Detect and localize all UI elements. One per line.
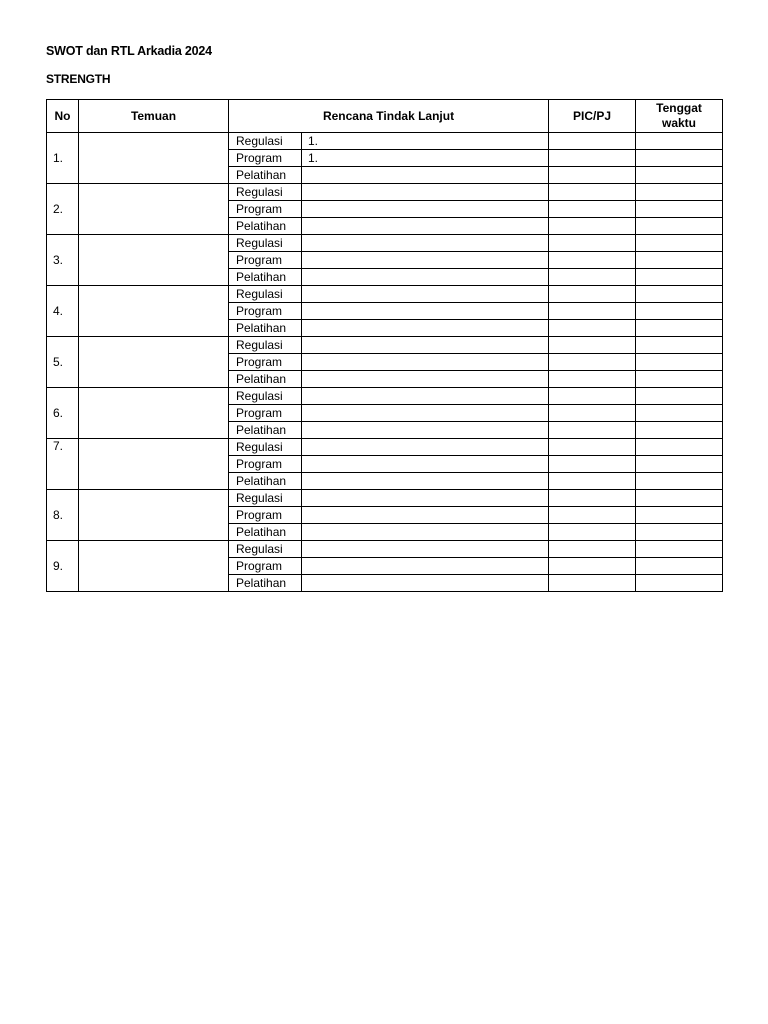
header-rencana: Rencana Tindak Lanjut — [229, 100, 549, 133]
deadline-cell[interactable] — [636, 558, 723, 575]
deadline-cell[interactable] — [636, 269, 723, 286]
deadline-cell[interactable] — [636, 405, 723, 422]
category-cell: Program — [229, 405, 302, 422]
pic-cell[interactable] — [549, 354, 636, 371]
deadline-cell[interactable] — [636, 541, 723, 558]
table-row — [47, 541, 723, 558]
rtl-table — [46, 99, 723, 592]
category-cell: Regulasi — [229, 388, 302, 405]
category-cell: Regulasi — [229, 439, 302, 456]
temuan-cell[interactable] — [79, 541, 229, 592]
action-cell[interactable] — [302, 201, 549, 218]
temuan-cell[interactable] — [79, 337, 229, 388]
header-temuan: Temuan — [79, 100, 229, 133]
action-cell[interactable] — [302, 439, 549, 456]
category-cell: Pelatihan — [229, 269, 302, 286]
category-cell: Regulasi — [229, 490, 302, 507]
row-number: 3. — [47, 235, 79, 286]
pic-cell[interactable] — [549, 575, 636, 592]
pic-cell[interactable] — [549, 371, 636, 388]
header-no: No — [47, 100, 79, 133]
category-cell: Regulasi — [229, 337, 302, 354]
row-number: 9. — [47, 541, 79, 592]
action-cell[interactable] — [302, 167, 549, 184]
category-cell: Regulasi — [229, 235, 302, 252]
pic-cell[interactable] — [549, 388, 636, 405]
action-cell[interactable] — [302, 303, 549, 320]
pic-cell[interactable] — [549, 337, 636, 354]
category-cell: Pelatihan — [229, 575, 302, 592]
category-cell: Program — [229, 456, 302, 473]
category-cell: Program — [229, 354, 302, 371]
deadline-cell[interactable] — [636, 575, 723, 592]
row-number: 6. — [47, 388, 79, 439]
action-cell[interactable] — [302, 558, 549, 575]
action-cell[interactable] — [302, 286, 549, 303]
action-cell[interactable] — [302, 575, 549, 592]
action-cell[interactable] — [302, 422, 549, 439]
pic-cell[interactable] — [549, 405, 636, 422]
deadline-cell[interactable] — [636, 167, 723, 184]
action-cell[interactable] — [302, 541, 549, 558]
action-cell[interactable] — [302, 354, 549, 371]
table-row — [47, 439, 723, 456]
temuan-cell[interactable] — [79, 439, 229, 490]
category-cell: Program — [229, 150, 302, 167]
category-cell: Pelatihan — [229, 218, 302, 235]
pic-cell[interactable] — [549, 320, 636, 337]
pic-cell[interactable] — [549, 150, 636, 167]
deadline-cell[interactable] — [636, 524, 723, 541]
deadline-cell[interactable] — [636, 439, 723, 456]
action-cell[interactable] — [302, 490, 549, 507]
row-number: 1. — [47, 133, 79, 184]
deadline-cell[interactable] — [636, 473, 723, 490]
action-cell[interactable] — [302, 524, 549, 541]
deadline-cell[interactable] — [636, 320, 723, 337]
pic-cell[interactable] — [549, 167, 636, 184]
category-cell: Regulasi — [229, 133, 302, 150]
row-number: 4. — [47, 286, 79, 337]
action-cell[interactable]: 1. — [302, 150, 549, 167]
category-cell: Regulasi — [229, 286, 302, 303]
category-cell: Pelatihan — [229, 167, 302, 184]
action-cell[interactable] — [302, 320, 549, 337]
pic-cell[interactable] — [549, 473, 636, 490]
row-number: 8. — [47, 490, 79, 541]
pic-cell[interactable] — [549, 490, 636, 507]
pic-cell[interactable] — [549, 558, 636, 575]
action-cell[interactable] — [302, 252, 549, 269]
action-cell[interactable] — [302, 218, 549, 235]
table-row — [47, 133, 723, 150]
category-cell: Program — [229, 201, 302, 218]
deadline-cell[interactable] — [636, 286, 723, 303]
temuan-cell[interactable] — [79, 490, 229, 541]
deadline-cell[interactable] — [636, 490, 723, 507]
pic-cell[interactable] — [549, 439, 636, 456]
action-cell[interactable] — [302, 473, 549, 490]
action-cell[interactable] — [302, 371, 549, 388]
action-cell[interactable] — [302, 269, 549, 286]
section-title: STRENGTH — [46, 72, 111, 86]
category-cell: Regulasi — [229, 184, 302, 201]
temuan-cell[interactable] — [79, 184, 229, 235]
table-row — [47, 184, 723, 201]
pic-cell[interactable] — [549, 456, 636, 473]
pic-cell[interactable] — [549, 422, 636, 439]
pic-cell[interactable] — [549, 269, 636, 286]
deadline-cell[interactable] — [636, 235, 723, 252]
pic-cell[interactable] — [549, 235, 636, 252]
table-row — [47, 388, 723, 405]
row-number: 5. — [47, 337, 79, 388]
category-cell: Program — [229, 303, 302, 320]
category-cell: Pelatihan — [229, 473, 302, 490]
pic-cell[interactable] — [549, 524, 636, 541]
pic-cell[interactable] — [549, 303, 636, 320]
header-row — [47, 100, 723, 133]
temuan-cell[interactable] — [79, 235, 229, 286]
row-number: 7. — [47, 439, 79, 490]
pic-cell[interactable] — [549, 541, 636, 558]
table-row — [47, 337, 723, 354]
deadline-cell[interactable] — [636, 218, 723, 235]
category-cell: Pelatihan — [229, 320, 302, 337]
pic-cell[interactable] — [549, 507, 636, 524]
action-cell[interactable] — [302, 507, 549, 524]
temuan-cell[interactable] — [79, 133, 229, 184]
category-cell: Pelatihan — [229, 422, 302, 439]
pic-cell[interactable] — [549, 286, 636, 303]
deadline-cell[interactable] — [636, 422, 723, 439]
action-cell[interactable] — [302, 235, 549, 252]
table-header — [47, 100, 723, 133]
table-row — [47, 235, 723, 252]
action-cell[interactable] — [302, 184, 549, 201]
action-cell[interactable] — [302, 405, 549, 422]
header-pic: PIC/PJ — [549, 100, 636, 133]
pic-cell[interactable] — [549, 133, 636, 150]
deadline-cell[interactable] — [636, 337, 723, 354]
deadline-cell[interactable] — [636, 303, 723, 320]
table-body — [47, 133, 723, 592]
pic-cell[interactable] — [549, 252, 636, 269]
deadline-cell[interactable] — [636, 388, 723, 405]
row-number: 2. — [47, 184, 79, 235]
action-cell[interactable]: 1. — [302, 133, 549, 150]
deadline-cell[interactable] — [636, 354, 723, 371]
action-cell[interactable] — [302, 337, 549, 354]
deadline-cell[interactable] — [636, 252, 723, 269]
header-tenggat: Tenggat waktu — [636, 100, 723, 133]
table-row — [47, 490, 723, 507]
deadline-cell[interactable] — [636, 150, 723, 167]
table-row — [47, 286, 723, 303]
category-cell: Pelatihan — [229, 524, 302, 541]
temuan-cell[interactable] — [79, 286, 229, 337]
pic-cell[interactable] — [549, 201, 636, 218]
deadline-cell[interactable] — [636, 507, 723, 524]
deadline-cell[interactable] — [636, 201, 723, 218]
pic-cell[interactable] — [549, 218, 636, 235]
category-cell: Program — [229, 507, 302, 524]
category-cell: Pelatihan — [229, 371, 302, 388]
deadline-cell[interactable] — [636, 133, 723, 150]
category-cell: Program — [229, 252, 302, 269]
deadline-cell[interactable] — [636, 456, 723, 473]
deadline-cell[interactable] — [636, 371, 723, 388]
pic-cell[interactable] — [549, 184, 636, 201]
category-cell: Program — [229, 558, 302, 575]
category-cell: Regulasi — [229, 541, 302, 558]
action-cell[interactable] — [302, 456, 549, 473]
temuan-cell[interactable] — [79, 388, 229, 439]
action-cell[interactable] — [302, 388, 549, 405]
document-title: SWOT dan RTL Arkadia 2024 — [46, 44, 212, 58]
deadline-cell[interactable] — [636, 184, 723, 201]
